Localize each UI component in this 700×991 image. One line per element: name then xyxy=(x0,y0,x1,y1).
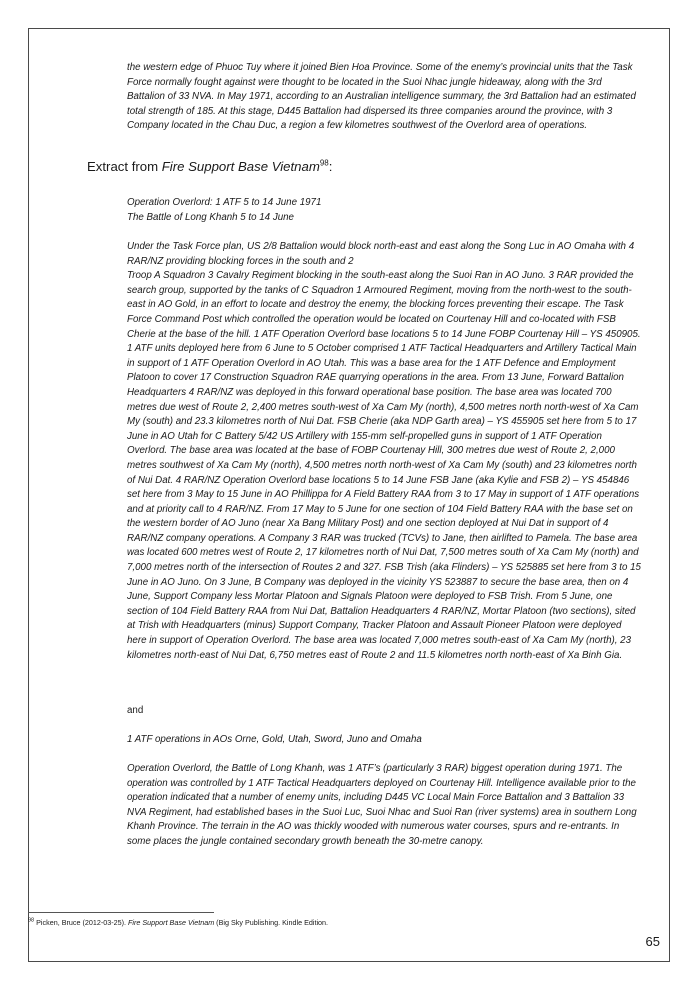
plan-first-line: Under the Task Force plan, US 2/8 Battalion would block north-east and east along the Song Luc in AO Omaha with 4 RAR/NZ providing blocking forces in the south and 2 xyxy=(127,241,635,267)
footnote xyxy=(28,918,328,928)
intro-paragraph: the western edge of Phuoc Tuy where it joined Bien Hoa Province. Some of the enemy’s provincial units that the Task Force normally fought against were thought to be located in the Suoi Nhac jungle hideaway, along with the 3rd Battalion of 33 NVA. In May 1971, according to an Australian intelligence summary, the 3rd Battalion had an estimated total strength of 185. At this stage, D445 Battalion had dispersed its three companies around the province, with 3 Company located in the Chau Duc, a region a few kilometres southwest of the Overlord area of operations. xyxy=(127,62,636,132)
aos-operations-line: 1 ATF operations in AOs Orne, Gold, Utah, Sword, Juno and Omaha xyxy=(127,734,422,745)
operation-title-block xyxy=(127,196,641,225)
footnote-number: 98 xyxy=(28,917,35,924)
battle-line: The Battle of Long Khanh 5 to 14 June xyxy=(127,211,294,223)
extract-heading-source-title: Fire Support Base Vietnam xyxy=(161,159,320,174)
footnote-author-date: Picken, Bruce (2012-03-25). xyxy=(34,918,129,927)
extract-heading-prefix: Extract from xyxy=(87,159,162,174)
footnote-separator xyxy=(28,912,214,913)
footnote-publisher: (Big Sky Publishing. Kindle Edition. xyxy=(214,918,329,927)
plan-body-paragraph: Troop A Squadron 3 Cavalry Regiment blocking in the south-east along the Suoi Ran in AO Juno. 3 RAR provided the search group, supported by the tanks of C Squadron 1 Armoured Regiment, moving from the north-west to the south-east in AO Gold, in an effort to locate and destroy the enemy, the blocking forces preventing their escape. The Task Force Command Post which controlled the operation would be located on Courtenay Hill and co-located with FSB Cherie at the base of the hill. 1 ATF Operation Overlord base locations 5 to 14 June FOBP Courtenay Hill – YS 450905. 1 ATF units deployed here from 6 June to 5 October comprised 1 ATF Tactical Headquarters and Artillery Tactical Main in support of 1 ATF Operation Overlord in AO Utah. This was a base area for the 1 ATF Defence and Employment Platoon to cover 17 Construction Squadron RAE quarrying operations in the area. From 13 June, Forward Battalion Headquarters 4 RAR/NZ was deployed in this forward operational base position. The base area was located 700 metres due west of Route 2, 2,400 metres south-west of Xa Cam My (north), 4,500 metres north north-west of Xa Cam My (south) and 23.3 kilometres north of Nui Dat. FSB Cherie (aka NDP Garth area) – YS 455905 set here from 5 to 17 June in AO Utah for C Battery 5/42 US Artillery with 155-mm self-propelled guns in support of 1 ATF Operation Overlord. The base area was located at the base of FOBP Courtenay Hill, 300 metres due west of Route 2, 2,000 metres southwest of Xa Cam My (north), 4,500 metres north north-west of Xa Cam My (south) and 23 kilometres north of Nui Dat. 4 RAR/NZ Operation Overlord base locations 5 to 14 June FSB Jane (aka Kylie and FSB 2) – YS 454846 set here from 3 May to 15 June in AO Phillippa for A Field Battery RAA from 3 to 17 May in support of 1 ATF operations and at priority call to 4 RAR/NZ. From 17 May to 5 June for one section of 104 Field Battery RAA with the base set on the western border of AO Juno (near Xa Bang Military Post) and one section deployed at Nui Dat in support of 4 RAR/NZ company operations. A Company 3 RAR was trucked (TCVs) to Jane, then airlifted to Pamela. The base area was located 600 metres west of Route 2, 17 kilometres north of Nui Dat, 7,500 metres south of Xa Cam My (north) and 7,000 metres north of the intersection of Routes 2 and 327. FSB Trish (aka Flinders) – YS 525885 set here from 3 to 15 June in AO Juno. On 3 June, B Company was deployed in the vicinity YS 523887 to secure the base area, then on 4 June, Support Company less Mortar Platoon and Signals Platoon were deployed to FSB Trish. From 5 June, one section of 104 Field Battery RAA from Nui Dat, Battalion Headquarters 4 RAR/NZ, Mortar Platoon (two sections), sited at Trish with Headquarters (minus) Support Company, Tracker Platoon and Assault Pioneer Platoon were deployed here in support of Operation Overlord. The base area was located 7,000 metres south-east of Xa Cam My (north), 23 kilometres north-east of Nui Dat, 6,750 metres east of Route 2 and 11.5 kilometres north north-east of Xa Binh Gia. xyxy=(127,270,641,661)
operation-line: Operation Overlord: 1 ATF 5 to 14 June 1971 xyxy=(127,197,322,208)
summary-paragraph: Operation Overlord, the Battle of Long Khanh, was 1 ATF’s (particularly 3 RAR) biggest operation during 1971. The operation was controlled by 1 ATF Tactical Headquarters deployed on Courtenay Hill. Intelligence available prior to the operation indicated that a number of enemy units, including D445 VC Local Main Force Battalion and 3 Battalion 33 NVA Regiment, had established bases in the Suoi Luc, Suoi Nhac and Suoi Ran (river systems) area in southern Long Khanh Province. The terrain in the AO was thickly wooded with numerous water courses, spurs and re-entrants. In some places the jungle contained secondary growth beneath the 30-metre canopy. xyxy=(127,763,637,847)
extract-heading xyxy=(87,159,332,174)
and-connector: and xyxy=(127,705,144,716)
page-number: 65 xyxy=(645,934,660,949)
task-force-plan-block xyxy=(127,240,641,663)
footnote-book-title: Fire Support Base Vietnam xyxy=(128,918,215,927)
extract-heading-suffix: : xyxy=(328,159,333,174)
footnote-reference: 98 xyxy=(319,158,329,168)
